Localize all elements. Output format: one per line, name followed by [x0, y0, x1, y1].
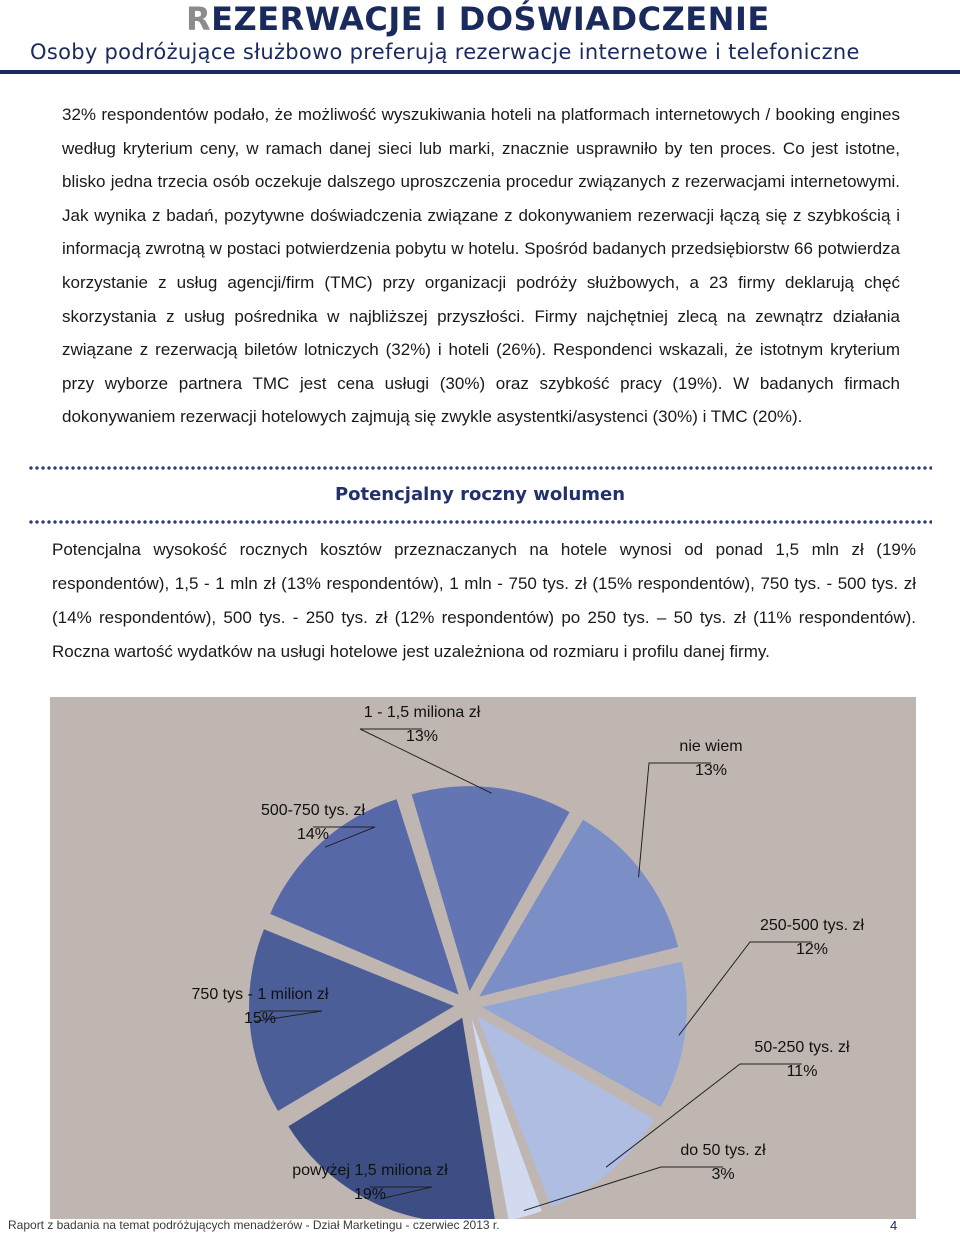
- pie-slice-percent: 14%: [296, 826, 330, 843]
- header-title: [186, 0, 770, 38]
- pie-slice-label: 1 - 1,5 miliona zł: [363, 704, 481, 721]
- pie-slice-percent: 13%: [405, 728, 439, 745]
- pie-slice-percent: 12%: [795, 941, 829, 958]
- body-paragraph-2: Potencjalna wysokość rocznych kosztów przeznaczanych na hotele wynosi od ponad 1,5 mln zł (19% respondentów), 1,5 - 1 mln zł (13% respondentów), 1 mln - 750 tys. zł (15% respondentów), 750 tys. - 500 tys. zł (14% respondentów), 500 tys. - 250 tys. zł (12% respondentów) po 250 tys. – 50 tys. zł (11% respondentów). Roczna wartość wydatków na usługi hotelowe jest uzależniona od rozmiaru i profilu danej firmy.: [52, 540, 916, 661]
- header-rule: [0, 70, 960, 74]
- header-title-rest: EZERWACJE I DOŚWIADCZENIE: [211, 0, 770, 38]
- page-header: [0, 0, 960, 72]
- section-title: Potencjalny roczny wolumen: [334, 484, 626, 505]
- pie-slice-label: do 50 tys. zł: [680, 1142, 766, 1159]
- pie-slice-percent: 19%: [353, 1186, 387, 1203]
- body-paragraph-1: 32% respondentów podało, że możliwość wyszukiwania hoteli na platformach internetowych / booking engines według kryterium ceny, w ramach danej sieci lub marki, znacznie usprawniło by ten proces. Co jest istotne, blisko jedna trzecia osób oczekuje dalszego uproszczenia procedur związanych z rezerwacjami internetowymi. Jak wynika z badań, pozytywne doświadczenia związane z dokonywaniem rezerwacji łączą się z szybkością i informacją zwrotną w postaci potwierdzenia pobytu w hotelu. Spośród badanych przedsiębiorstw 66 potwierdza korzystanie z usług agencji/firm (TMC) przy organizacji podróży służbowych, a 23 firmy deklarują chęć skorzystania z usług pośrednika w najbliższej przyszłości. Firmy najchętniej zlecą na zewnątrz działania związane z rezerwacją biletów lotniczych (32%) i hoteli (26%). Respondenci wskazali, że istotnym kryterium przy wyborze partnera TMC jest cena usługi (30%) oraz szybkość pracy (19%). W badanych firmach dokonywaniem rezerwacji hotelowych zajmują się zwykle asystentki/asystenci (30%) i TMC (20%).: [62, 105, 900, 427]
- header-title-first-letter: R: [186, 0, 212, 38]
- pie-slice-label: 500-750 tys. zł: [260, 802, 366, 819]
- pie-slice-label: 250-500 tys. zł: [759, 917, 865, 934]
- footer-text: Raport z badania na temat podróżujących menadżerów - Dział Marketingu - czerwiec 2013 r.: [8, 1218, 500, 1232]
- pie-slice-percent: 15%: [243, 1010, 277, 1027]
- pie-slice-percent: 3%: [711, 1166, 735, 1183]
- page-number: 4: [890, 1218, 898, 1233]
- pie-slice-percent: 11%: [786, 1063, 818, 1080]
- dotted-divider-top: [28, 466, 932, 470]
- header-subtitle: Osoby podróżujące służbowo preferują rezerwacje internetowe i telefoniczne: [30, 40, 860, 64]
- pie-slice-label: powyżej 1,5 miliona zł: [292, 1162, 448, 1179]
- pie-slice-label: nie wiem: [679, 738, 743, 755]
- pie-slice-label: 50-250 tys. zł: [754, 1039, 850, 1056]
- pie-slice-percent: 13%: [694, 762, 728, 779]
- pie-chart: [50, 697, 916, 1219]
- dotted-divider-bottom: [28, 520, 932, 524]
- pie-slice-label: 750 tys - 1 milion zł: [191, 986, 329, 1003]
